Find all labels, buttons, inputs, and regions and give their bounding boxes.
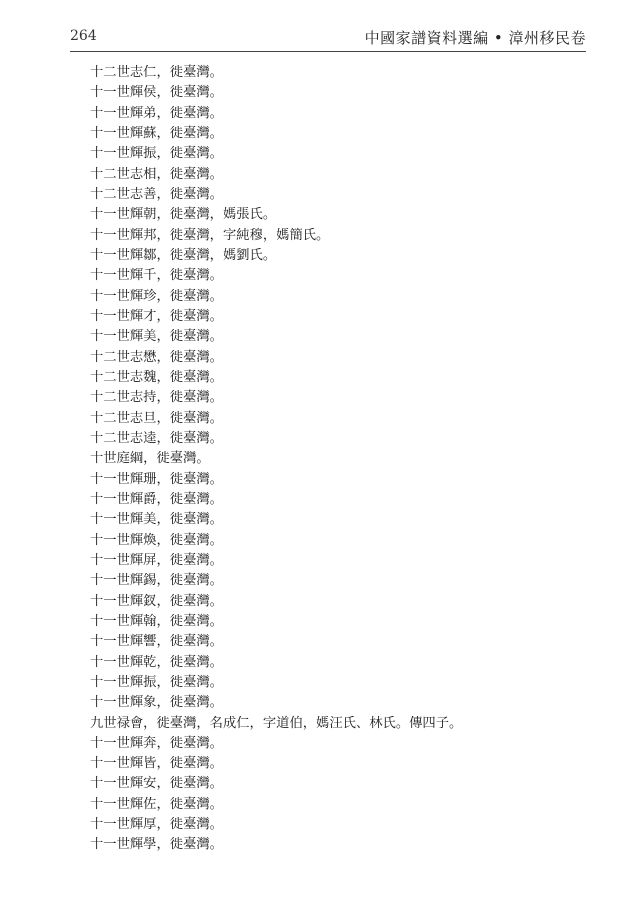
genealogy-entry: 十一世輝爵，徙臺灣。 (90, 491, 223, 507)
genealogy-entry: 十一世輝佐，徙臺灣。 (90, 796, 223, 812)
page-number: 264 (70, 28, 97, 44)
genealogy-entry: 十一世輝屏，徙臺灣。 (90, 552, 223, 568)
genealogy-entry: 十一世輝象，徙臺灣。 (90, 695, 223, 711)
genealogy-entry: 九世禄會，徙臺灣，名成仁，字道伯，媽汪氏、林氏。傳四子。 (90, 715, 463, 731)
genealogy-entry: 十一世輝珊，徙臺灣。 (90, 471, 223, 487)
genealogy-entry-list (90, 63, 590, 856)
genealogy-entry: 十一世輝錫，徙臺灣。 (90, 573, 223, 589)
genealogy-entry: 十一世輝蘇，徙臺灣。 (90, 125, 223, 141)
genealogy-entry: 十一世輝學，徙臺灣。 (90, 837, 223, 853)
genealogy-entry: 十一世輝乾，徙臺灣。 (90, 654, 223, 670)
genealogy-entry: 十二世志魏，徙臺灣。 (90, 369, 223, 385)
genealogy-entry: 十世庭綱，徙臺灣。 (90, 451, 210, 467)
genealogy-entry: 十二世志仁，徙臺灣。 (90, 65, 223, 80)
genealogy-entry: 十一世輝鄒，徙臺灣，媽劉氏。 (90, 247, 277, 263)
genealogy-entry: 十一世輝弟，徙臺灣。 (90, 105, 223, 121)
header-rule (70, 51, 586, 52)
genealogy-entry: 十二世志懋，徙臺灣。 (90, 349, 223, 365)
genealogy-entry: 十二世志相，徙臺灣。 (90, 166, 223, 182)
genealogy-entry: 十一世輝振，徙臺灣。 (90, 674, 223, 690)
genealogy-entry: 十二世志旦，徙臺灣。 (90, 410, 223, 426)
genealogy-entry: 十一世輝朝，徙臺灣，媽張氏。 (90, 207, 277, 223)
genealogy-entry: 十一世輝釵，徙臺灣。 (90, 593, 223, 609)
genealogy-entry: 十一世輝侯，徙臺灣。 (90, 85, 223, 101)
genealogy-entry: 十一世輝振，徙臺灣。 (90, 146, 223, 162)
genealogy-entry: 十一世輝美，徙臺灣。 (90, 512, 223, 528)
genealogy-entry: 十一世輝珍，徙臺灣。 (90, 288, 223, 304)
genealogy-entry: 十一世輝厚，徙臺灣。 (90, 817, 223, 833)
genealogy-entry: 十一世輝才，徙臺灣。 (90, 308, 223, 324)
genealogy-entry: 十一世輝千，徙臺灣。 (90, 268, 223, 284)
running-title: 中國家譜資料選編 • 漳州移民卷 (364, 29, 586, 47)
genealogy-entry: 十一世輝美，徙臺灣。 (90, 329, 223, 345)
genealogy-entry: 十一世輝響，徙臺灣。 (90, 634, 223, 650)
genealogy-entry: 十一世輝奔，徙臺灣。 (90, 735, 223, 751)
genealogy-entry: 十一世輝翰，徙臺灣。 (90, 613, 223, 629)
genealogy-entry: 十二世志逵，徙臺灣。 (90, 430, 223, 446)
genealogy-entry: 十一世輝煥，徙臺灣。 (90, 532, 223, 548)
genealogy-entry: 十一世輝安，徙臺灣。 (90, 776, 223, 792)
genealogy-entry: 十二世志持，徙臺灣。 (90, 390, 223, 406)
genealogy-entry: 十二世志善，徙臺灣。 (90, 186, 223, 202)
genealogy-entry: 十一世輝皆，徙臺灣。 (90, 756, 223, 772)
genealogy-entry: 十一世輝邦，徙臺灣，字純穆，媽簡氏。 (90, 227, 330, 243)
